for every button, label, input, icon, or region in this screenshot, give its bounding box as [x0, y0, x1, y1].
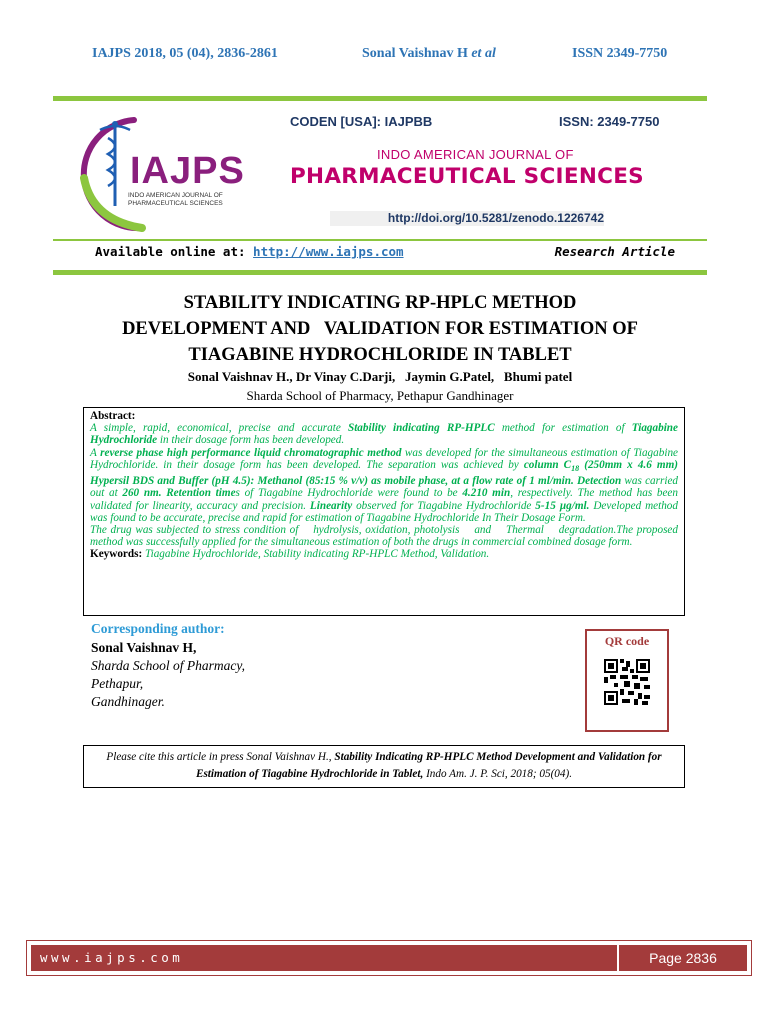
masthead-rule [53, 239, 707, 241]
journal-logo [72, 108, 252, 236]
footer-url[interactable]: www.iajps.com [40, 950, 184, 965]
abstract-heading: Abstract: [90, 410, 136, 422]
doi-link[interactable]: http://doi.org/10.5281/zenodo.1226742 [330, 211, 604, 226]
logo-wordmark: IAJPS [130, 150, 245, 192]
journal-name-line2: PHARMACEUTICAL SCIENCES [290, 164, 644, 189]
corresponding-line-3: Gandhinager. [91, 694, 165, 709]
page-footer [26, 940, 752, 976]
citation-box: Please cite this article in press Sonal Vaishnav H., Stability Indicating RP-HPLC Method Development and Validation for Estimation of Tiagabine Hydrochloride in Tablet, Indo Am. J. P. Sci, 2018; 05(04). [83, 745, 685, 788]
section-rule [53, 270, 707, 275]
abstract-paragraph-2: A reverse phase high performance liquid chromatographic method was developed for the simultaneous estimation of Tiagabine Hydrochloride. in their dosage form has been developed. The separation was achieved by column $C_{18}$ (250mm x 4.6 mm) Hypersil BDS and Buffer (pH 4.5): Methanol (85:15 % v/v) as mobile phase, at a flow rate of 1 ml/min. Detection was carried out at 260 nm. Retention times of Tiagabine Hydrochloride were found to be 4.210 min, respectively. The method has been validated for linearity, accuracy and precision. Linearity observed for Tiagabine Hydrochloride 5-15 µg/ml. Developed method was found to be accurate, precise and rapid for estimation of Tiagabine Hydrochloride In Their Dosage Form. [90, 446, 679, 524]
running-citation: IAJPS 2018, 05 (04), 2836-2861 [92, 46, 278, 61]
journal-name-line1: INDO AMERICAN JOURNAL OF [377, 147, 574, 162]
masthead-issn: ISSN: 2349-7750 [559, 114, 660, 129]
page-number: Page 2836 [617, 945, 747, 971]
abstract-paragraph-1: A simple, rapid, economical, precise and accurate Stability indicating RP-HPLC method for estimation of Tiagabine Hydrochloride in their dosage form has been developed. [90, 422, 678, 447]
abstract-box [83, 407, 685, 616]
logo-subtext: INDO AMERICAN JOURNAL OF PHARMACEUTICAL SCIENCES [128, 192, 223, 207]
author-list: Sonal Vaishnav H., Dr Vinay C.Darji, Jaymin G.Patel, Bhumi patel [187, 369, 573, 384]
affiliation: Sharda School of Pharmacy, Pethapur Gandhinager [246, 388, 514, 403]
abstract-paragraph-3: The drug was subjected to stress condition of hydrolysis, oxidation, photolysis and Thermal degradation.The proposed method was successfully applied for the simultaneous estimation of both the drugs in commercial combined dosage form. [90, 524, 681, 549]
journal-url-link[interactable]: http://www.iajps.com [253, 244, 404, 259]
corresponding-heading: Corresponding author: [91, 621, 225, 636]
article-title: STABILITY INDICATING RP-HPLC METHOD DEVELOPMENT AND VALIDATION FOR ESTIMATION OF TIAGABINE HYDROCHLORIDE IN TABLET [122, 293, 638, 365]
running-issn: ISSN 2349-7750 [572, 46, 668, 61]
article-type: Research Article [554, 244, 675, 259]
top-rule [53, 96, 707, 101]
corresponding-line-1: Sharda School of Pharmacy, [91, 658, 245, 673]
running-author: Sonal Vaishnav H et al [362, 46, 496, 61]
available-online: Available online at: http://www.iajps.com [95, 244, 404, 259]
qr-code-image[interactable] [604, 659, 650, 705]
coden: CODEN [USA]: IAJPBB [290, 114, 433, 129]
qr-code-box [585, 629, 669, 732]
keywords: Keywords: Tiagabine Hydrochloride, Stability indicating RP-HPLC Method, Validation. [90, 548, 490, 561]
corresponding-line-2: Pethapur, [91, 676, 144, 691]
corresponding-name: Sonal Vaishnav H, [91, 640, 197, 655]
qr-label: QR code [604, 634, 650, 648]
